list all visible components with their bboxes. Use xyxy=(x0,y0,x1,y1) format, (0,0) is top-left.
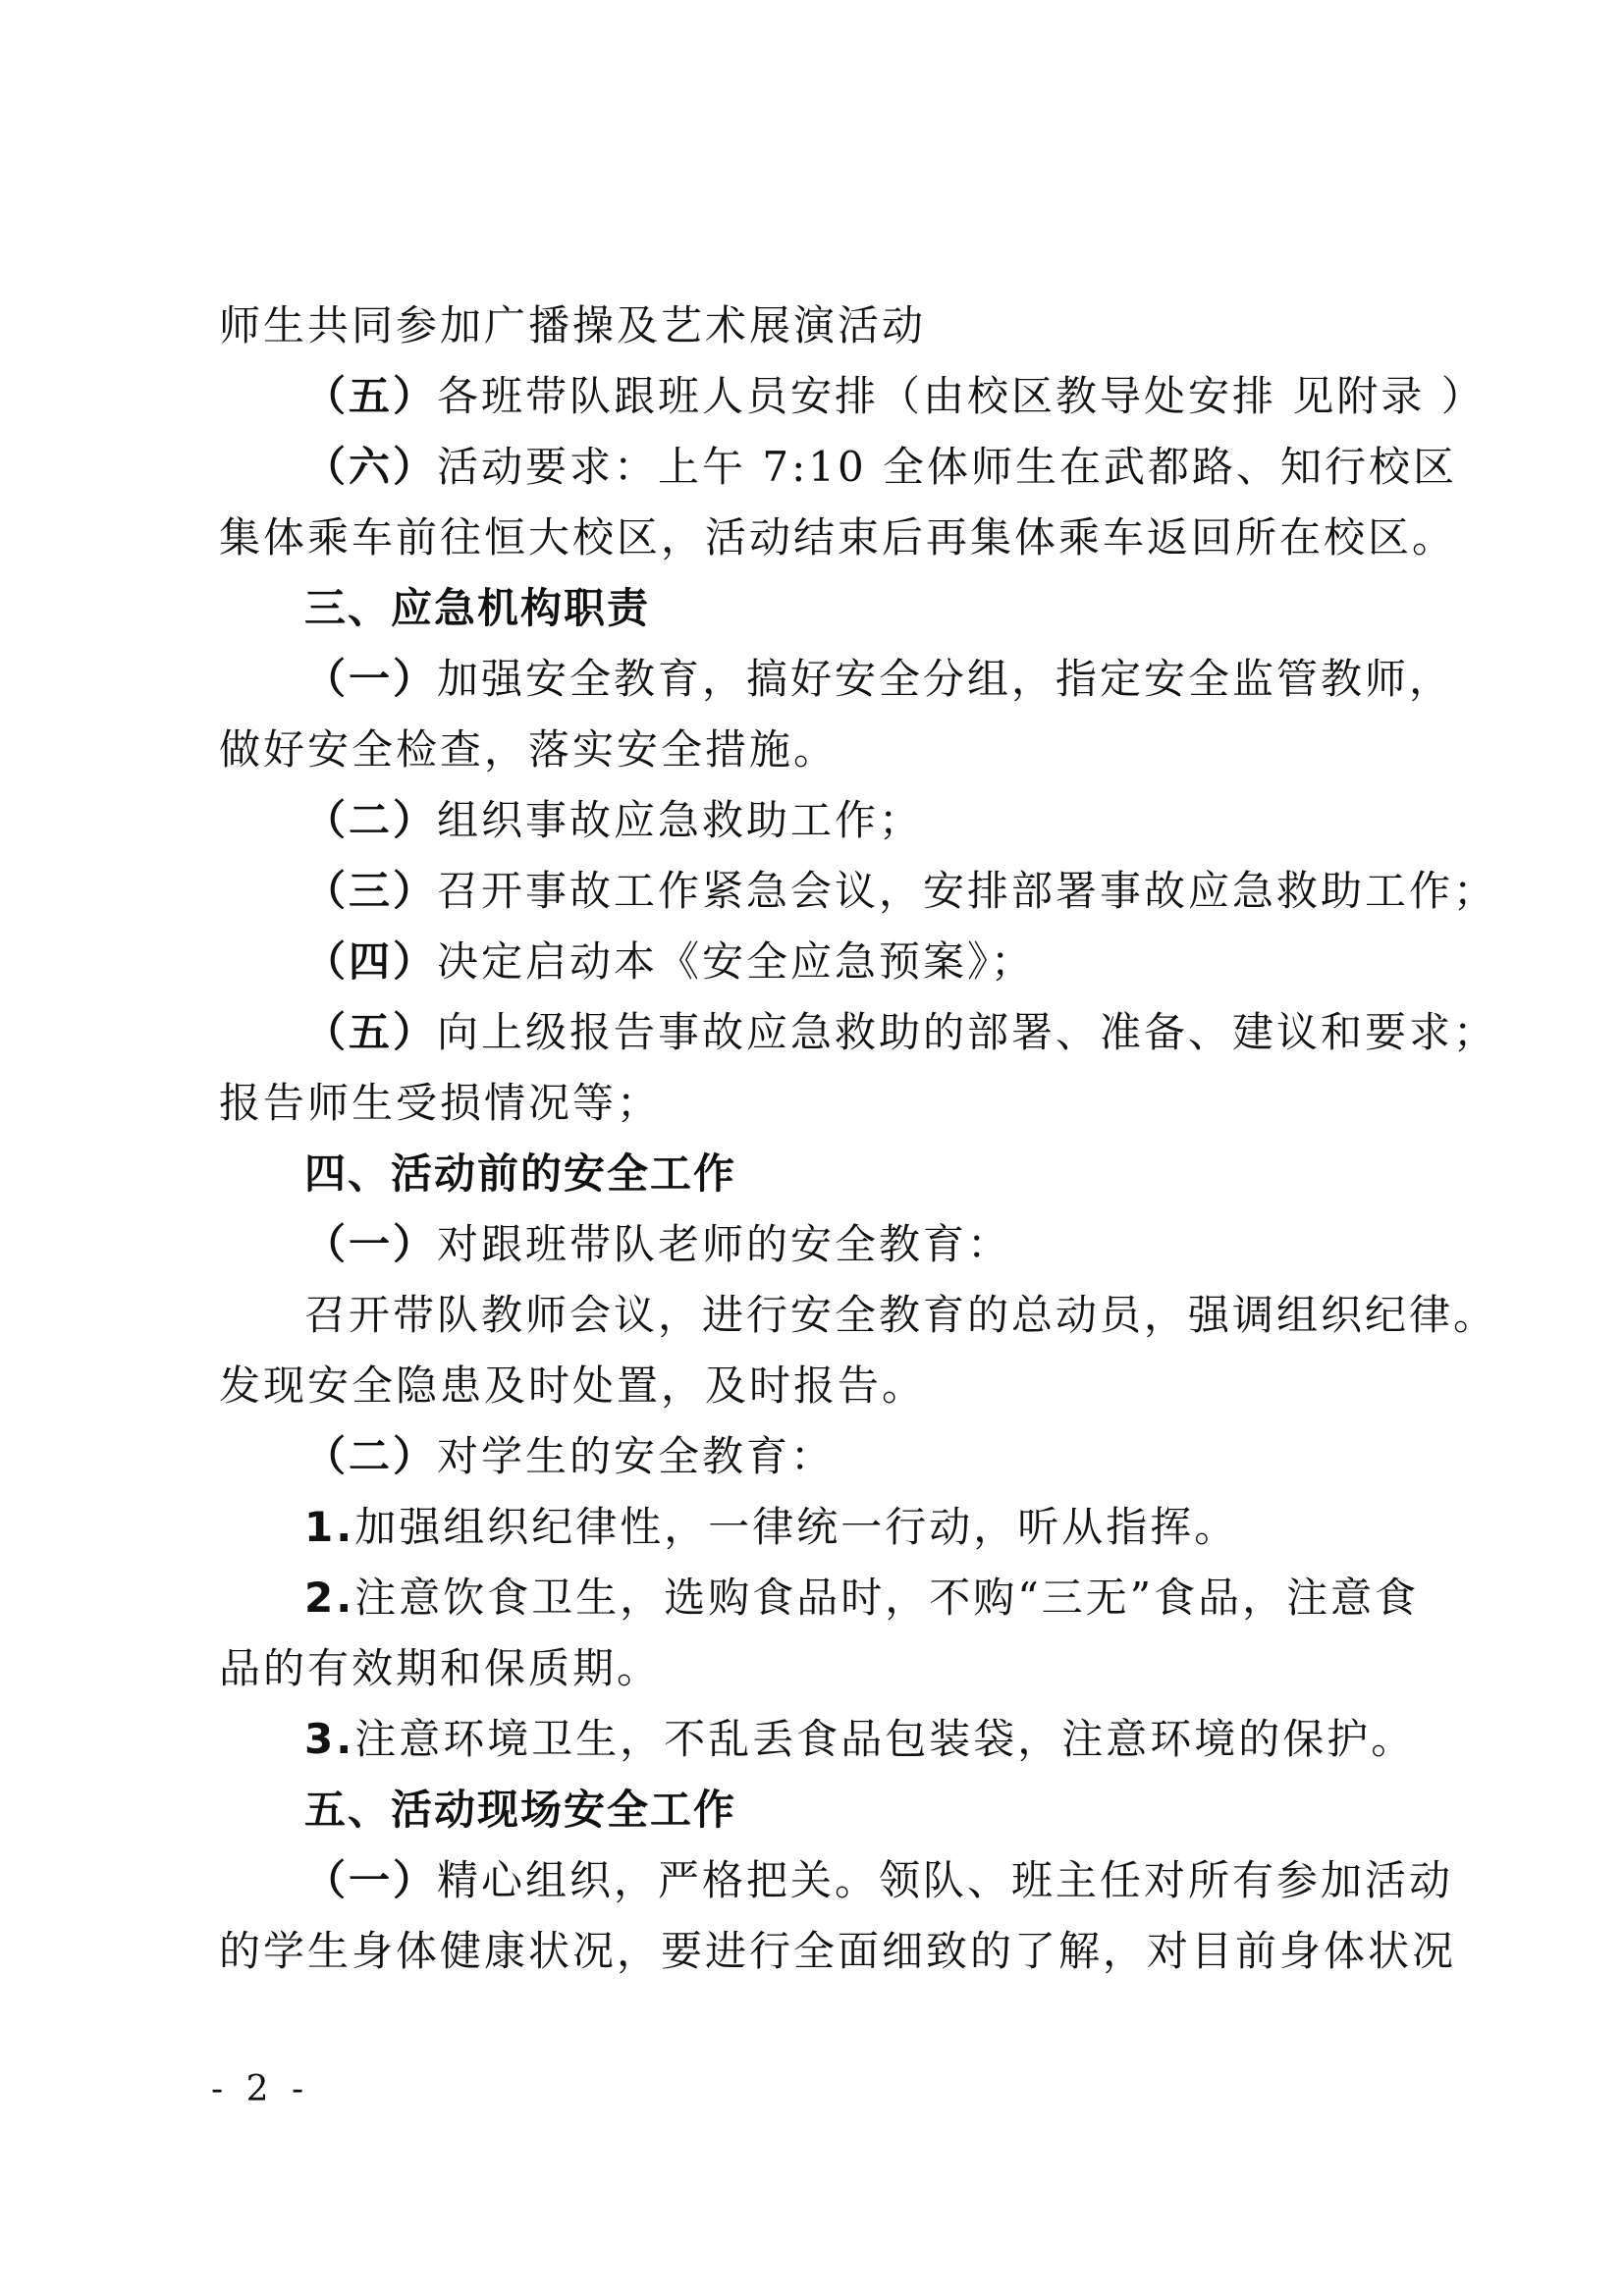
item-text: 注意环境卫生，不乱丢食品包装袋，注意环境的保护。 xyxy=(354,1715,1416,1763)
paragraph-line: 集体乘车前往恒大校区，活动结束后再集体乘车返回所在校区。 xyxy=(219,513,1457,561)
item-label: （五） xyxy=(304,372,438,420)
page-number: - 2 - xyxy=(211,2069,310,2109)
item-number: 3. xyxy=(304,1715,355,1763)
item-label: （二） xyxy=(304,1432,438,1480)
item-text: 精心组织，严格把关。领队、班主任对所有参加活动 xyxy=(437,1856,1454,1904)
paragraph-line xyxy=(304,1215,1011,1274)
item-text: 各班带队跟班人员安排（由校区教导处安排 见附录 ） xyxy=(437,372,1486,420)
paragraph-line: 发现安全隐患及时处置，及时报告。 xyxy=(219,1362,927,1410)
item-label: （一） xyxy=(304,1220,438,1268)
item-label: （一） xyxy=(304,1856,438,1904)
item-label: （四） xyxy=(304,937,438,986)
paragraph-line xyxy=(304,1569,1419,1628)
paragraph-line: 的学生身体健康状况，要进行全面细致的了解，对目前身体状况 xyxy=(219,1927,1457,1975)
paragraph-line xyxy=(304,438,1457,497)
item-text: 对学生的安全教育： xyxy=(437,1432,836,1480)
item-text: 对跟班带队老师的安全教育： xyxy=(437,1220,1012,1268)
paragraph-line xyxy=(304,933,1035,991)
item-text: 召开事故工作紧急会议，安排部署事故应急救助工作； xyxy=(437,867,1498,915)
item-label: （三） xyxy=(304,867,438,915)
paragraph-line xyxy=(304,367,1486,426)
paragraph-line xyxy=(304,1427,835,1486)
paragraph-line xyxy=(304,1710,1415,1769)
item-text: 加强组织纪律性，一律统一行动，听从指挥。 xyxy=(354,1503,1239,1551)
item-label: （五） xyxy=(304,1008,438,1056)
item-label: （二） xyxy=(304,796,438,844)
paragraph-line xyxy=(304,650,1453,709)
paragraph-line xyxy=(304,1851,1453,1910)
paragraph-line: 报告师生受损情况等； xyxy=(219,1079,662,1127)
paragraph-line: 做好安全检查，落实安全措施。 xyxy=(219,725,839,774)
item-label: （一） xyxy=(304,655,438,703)
paragraph-line xyxy=(304,862,1497,921)
paragraph-line: 召开带队教师会议，进行安全教育的总动员，强调组织纪律。 xyxy=(304,1291,1498,1339)
section-heading: 四、活动前的安全工作 xyxy=(304,1149,737,1198)
paragraph-line xyxy=(304,791,923,850)
item-text: 注意饮食卫生，选购食品时，不购“三无”食品，注意食 xyxy=(354,1574,1420,1622)
section-heading: 三、应急机构职责 xyxy=(304,584,651,632)
item-number: 1. xyxy=(304,1503,355,1551)
paragraph-line xyxy=(304,1498,1238,1557)
item-text: 加强安全教育，搞好安全分组，指定安全监管教师， xyxy=(437,655,1454,703)
item-text: 活动要求：上午 7:10 全体师生在武都路、知行校区 xyxy=(437,443,1458,491)
item-label: （六） xyxy=(304,443,438,491)
item-text: 决定启动本《安全应急预案》； xyxy=(437,937,1036,986)
item-text: 组织事故应急救助工作； xyxy=(437,796,924,844)
item-text: 向上级报告事故应急救助的部署、准备、建议和要求； xyxy=(437,1008,1498,1056)
paragraph-line: 品的有效期和保质期。 xyxy=(219,1644,662,1692)
paragraph-line: 师生共同参加广播操及艺术展演活动 xyxy=(219,301,927,349)
item-number: 2. xyxy=(304,1574,355,1622)
section-heading: 五、活动现场安全工作 xyxy=(304,1786,737,1834)
paragraph-line xyxy=(304,1003,1497,1062)
